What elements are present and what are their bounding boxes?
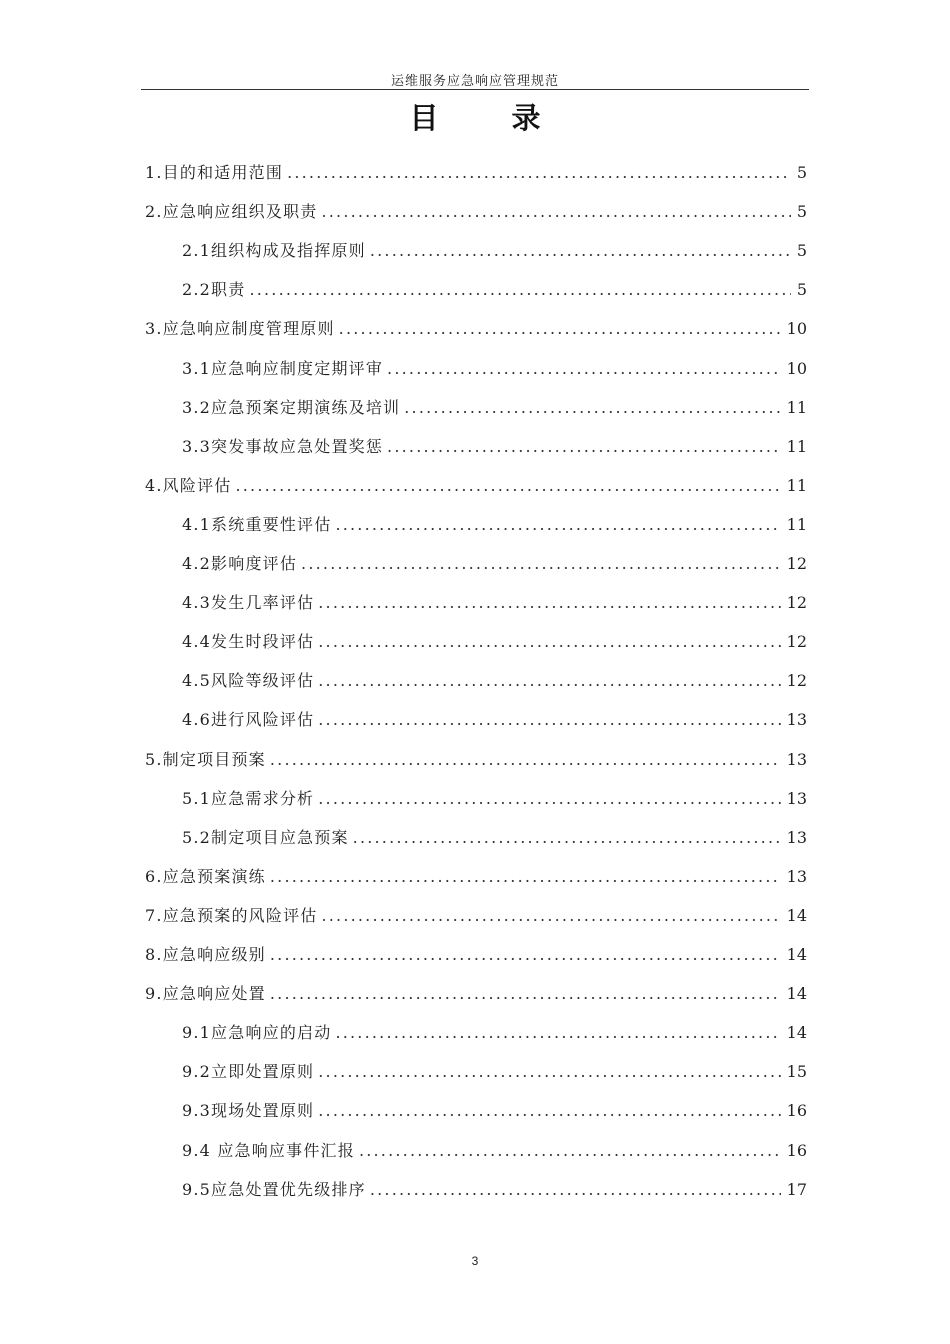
toc-dot-leader: [321, 202, 790, 221]
toc-dot-leader: [270, 984, 781, 1003]
toc-entry-page: 12: [786, 593, 807, 613]
toc-entry-label: 4.1系统重要性评估: [182, 514, 332, 534]
toc-dot-leader: [249, 280, 790, 299]
toc-entry-page: 10: [786, 358, 807, 378]
toc-entry-page: 11: [786, 475, 807, 495]
toc-entry[interactable]: [145, 864, 807, 890]
toc-entry[interactable]: [182, 512, 807, 538]
toc-dot-leader: [370, 1180, 781, 1199]
toc-dot-leader: [318, 632, 780, 651]
toc-entry[interactable]: [182, 356, 807, 382]
toc-entry-page: 13: [786, 710, 807, 730]
toc-entry-label: 2.1组织构成及指挥原则: [182, 241, 366, 261]
toc-entry-page: 13: [786, 788, 807, 808]
toc-entry-label: 7.应急预案的风险评估: [145, 905, 318, 925]
toc-dot-leader: [270, 867, 781, 886]
toc-entry-page: 15: [786, 1062, 807, 1082]
toc-entry[interactable]: [145, 160, 807, 186]
toc-entry-label: 4.5风险等级评估: [182, 671, 315, 691]
toc-entry-label: 9.2立即处置原则: [182, 1062, 315, 1082]
toc-entry[interactable]: [145, 747, 807, 773]
toc-entry-page: 12: [786, 671, 807, 691]
toc-entry-page: 5: [796, 241, 807, 261]
toc-entry[interactable]: [182, 551, 807, 577]
toc-entry-label: 9.应急响应处置: [145, 984, 266, 1004]
toc-entry[interactable]: [145, 316, 807, 342]
toc-dot-leader: [335, 1023, 780, 1042]
toc-entry-label: 9.4 应急响应事件汇报: [182, 1140, 355, 1160]
toc-entry-label: 4.4发生时段评估: [182, 632, 315, 652]
page-number: 3: [471, 1254, 479, 1268]
toc-entry-label: 3.应急响应制度管理原则: [145, 319, 335, 339]
toc-entry[interactable]: [145, 981, 807, 1007]
toc-entry-label: 3.1应急响应制度定期评审: [182, 358, 384, 378]
toc-entry[interactable]: [182, 629, 807, 655]
toc-entry[interactable]: [182, 1177, 807, 1203]
toc-entry[interactable]: [182, 786, 807, 812]
toc-dot-leader: [318, 1062, 780, 1081]
toc-entry-label: 6.应急预案演练: [145, 866, 266, 886]
toc-entry[interactable]: [145, 903, 807, 929]
toc-entry-label: 5.1应急需求分析: [182, 788, 315, 808]
toc-dot-leader: [339, 319, 781, 338]
toc-dot-leader: [235, 476, 780, 495]
toc-dot-leader: [318, 1101, 780, 1120]
toc-entry[interactable]: [182, 590, 807, 616]
toc-entry-label: 4.2影响度评估: [182, 554, 298, 573]
toc-entry-label: 1.目的和适用范围: [145, 163, 284, 182]
toc-entry-page: 16: [786, 1140, 807, 1160]
toc-entry-label: 9.5应急处置优先级排序: [182, 1179, 366, 1199]
toc-entry-label: 3.2应急预案定期演练及培训: [182, 397, 401, 417]
toc-entry-label: 4.6进行风险评估: [182, 710, 315, 730]
toc-entry-label: 2.2职责: [182, 280, 246, 300]
toc-dot-leader: [335, 515, 780, 534]
toc-entry-label: 9.1应急响应的启动: [182, 1023, 332, 1043]
toc-entry-label: 2.应急响应组织及职责: [145, 202, 318, 222]
toc-entry-page: 10: [786, 319, 807, 339]
toc-entry[interactable]: [145, 199, 807, 225]
header-rule: [141, 89, 809, 90]
toc-entry-page: 11: [786, 436, 807, 456]
toc-entry-page: 12: [786, 632, 807, 652]
toc-dot-leader: [321, 906, 780, 925]
toc-entry-page: 14: [786, 984, 807, 1004]
toc-entry[interactable]: [182, 1098, 807, 1124]
toc-entry-page: 5: [796, 280, 807, 300]
toc-dot-leader: [318, 671, 780, 690]
toc-entry[interactable]: [182, 277, 807, 303]
toc-entry-page: 12: [786, 554, 807, 573]
toc-entry[interactable]: [182, 707, 807, 733]
toc-entry[interactable]: [145, 942, 807, 968]
toc-entry-page: 14: [786, 905, 807, 925]
toc-entry-page: 16: [786, 1101, 807, 1121]
toc-entry[interactable]: [182, 668, 807, 694]
toc-entry-page: 13: [786, 866, 807, 886]
toc-dot-leader: [287, 163, 791, 182]
toc-dot-leader: [318, 710, 780, 729]
toc-entry-page: 11: [786, 514, 807, 534]
toc-dot-leader: [270, 945, 781, 964]
toc-entry-label: 4.3发生几率评估: [182, 593, 315, 613]
toc-title: 目 录: [409, 101, 563, 135]
toc-dot-leader: [387, 437, 781, 456]
toc-entry-label: 9.3现场处置原则: [182, 1101, 315, 1121]
toc-entry-page: 14: [786, 945, 807, 964]
toc-entry-label: 3.3突发事故应急处置奖惩: [182, 436, 384, 456]
toc-dot-leader: [301, 554, 781, 573]
toc-entry-page: 5: [796, 163, 807, 182]
toc-dot-leader: [318, 789, 780, 808]
toc-entry[interactable]: [182, 238, 807, 264]
toc-entry-page: 13: [786, 749, 807, 769]
toc-entry[interactable]: [182, 825, 807, 851]
toc-dot-leader: [318, 593, 780, 612]
toc-entry[interactable]: [182, 434, 807, 460]
toc-entry[interactable]: [182, 1059, 807, 1085]
toc-entry-page: 11: [786, 397, 807, 417]
toc-dot-leader: [387, 359, 781, 378]
toc-dot-leader: [359, 1141, 781, 1160]
toc-entry-label: 5.2制定项目应急预案: [182, 827, 349, 847]
toc-entry-label: 4.风险评估: [145, 475, 232, 495]
toc-entry-page: 17: [786, 1179, 807, 1199]
toc-dot-leader: [353, 828, 781, 847]
toc-dot-leader: [370, 241, 791, 260]
toc-entry-page: 5: [796, 202, 807, 222]
toc-entry[interactable]: [182, 1138, 807, 1164]
toc-entry[interactable]: [182, 395, 807, 421]
toc-dot-leader: [270, 750, 781, 769]
toc-entry-label: 5.制定项目预案: [145, 749, 266, 769]
toc-entry[interactable]: [145, 473, 807, 499]
toc-entry[interactable]: [182, 1020, 807, 1046]
toc-dot-leader: [404, 398, 780, 417]
running-header: 运维服务应急响应管理规范: [390, 74, 559, 89]
toc-entry-page: 14: [786, 1023, 807, 1043]
toc-entry-label: 8.应急响应级别: [145, 945, 266, 964]
toc-entry-page: 13: [786, 827, 807, 847]
